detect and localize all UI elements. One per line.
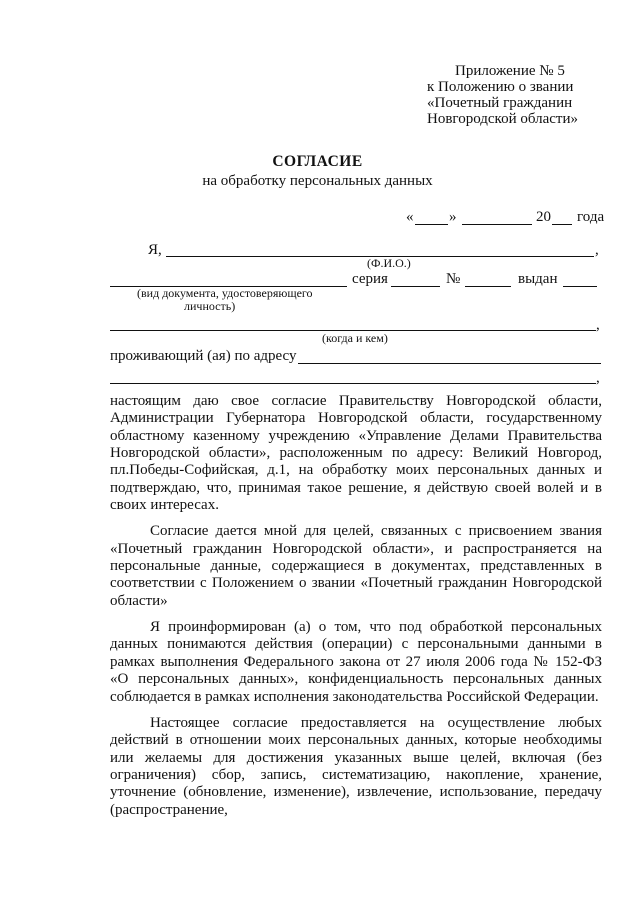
address-label: проживающий (ая) по адресу (110, 348, 297, 364)
date-quote-open: « (406, 209, 414, 225)
date-month-field[interactable] (462, 224, 532, 225)
when-caption: (когда и кем) (322, 331, 388, 345)
doc-caption-1: (вид документа, удостоверяющего (137, 286, 313, 300)
i-label: Я, (148, 242, 162, 258)
series-field[interactable] (391, 286, 440, 287)
paragraph-actions: Настоящее согласие предоставляется на осуществление любых действий в отношении моих персональных данных, которые необходимы или желаемы для достижения указанных выше целей, включая (без ограничения) сбор, запись, систематизацию, накопление, хранение, уточнение (обновление, изменение), извлечение, использование, передачу (распространение, (110, 714, 602, 818)
issued-by-comma: , (596, 317, 600, 333)
number-label: № (446, 271, 461, 287)
date-year-prefix: 20 (536, 209, 551, 225)
date-year-field[interactable] (552, 224, 572, 225)
series-label: серия (352, 271, 388, 287)
address-field[interactable] (298, 363, 601, 364)
issued-field[interactable] (563, 286, 597, 287)
fio-comma: , (595, 242, 599, 258)
appendix-line-1: к Положению о звании (427, 79, 574, 95)
appendix-line-2: «Почетный гражданин (427, 95, 573, 111)
document-title: СОГЛАСИЕ (272, 153, 363, 170)
document-subtitle: на обработку персональных данных (202, 173, 433, 189)
paragraph-informed: Я проинформирован (а) о том, что под обработкой персональных данных понимаются действия (операции) с персональными данными в рамках выполнения Федерального закона от 27 июля 2006 года № 152-ФЗ «О персональных данных», конфиденциальность персональных данных соблюдается в рамках исполнения законодательства Российской Федерации. (110, 619, 602, 705)
paragraph-consent: настоящим даю свое согласие Правительству Новгородской области, Администрации Губернатора Новгородской области, государственному областному казенному учреждению «Управление Делами Правительства Новгородской области», расположенным по адресу: Великий Новгород, пл.Победы-Софийская, д.1, на обработку моих персональных данных и подтверждаю, что, принимая такое решение, я действую своей волей и в своих интересах. (110, 393, 602, 514)
date-year-suffix: года (577, 209, 605, 225)
appendix-block (427, 63, 578, 127)
consent-body (110, 393, 602, 828)
address-comma: , (596, 370, 600, 386)
number-field[interactable] (465, 286, 511, 287)
fio-caption: (Ф.И.О.) (367, 256, 411, 270)
appendix-number: Приложение № 5 (455, 63, 565, 79)
date-quote-close: » (449, 209, 457, 225)
address-field-continued[interactable] (110, 383, 596, 384)
paragraph-purpose: Согласие дается мной для целей, связанных с присвоением звания «Почетный гражданин Новгородской области», и распространяется на персональные данные, содержащиеся в документах, представленных в соответствии с Положением о звании «Почетный гражданин Новгородской области» (110, 523, 602, 609)
date-day-field[interactable] (415, 224, 448, 225)
doc-caption-2: личность) (184, 299, 236, 313)
issued-label: выдан (518, 271, 558, 287)
appendix-line-3: Новгородской области» (427, 111, 578, 127)
